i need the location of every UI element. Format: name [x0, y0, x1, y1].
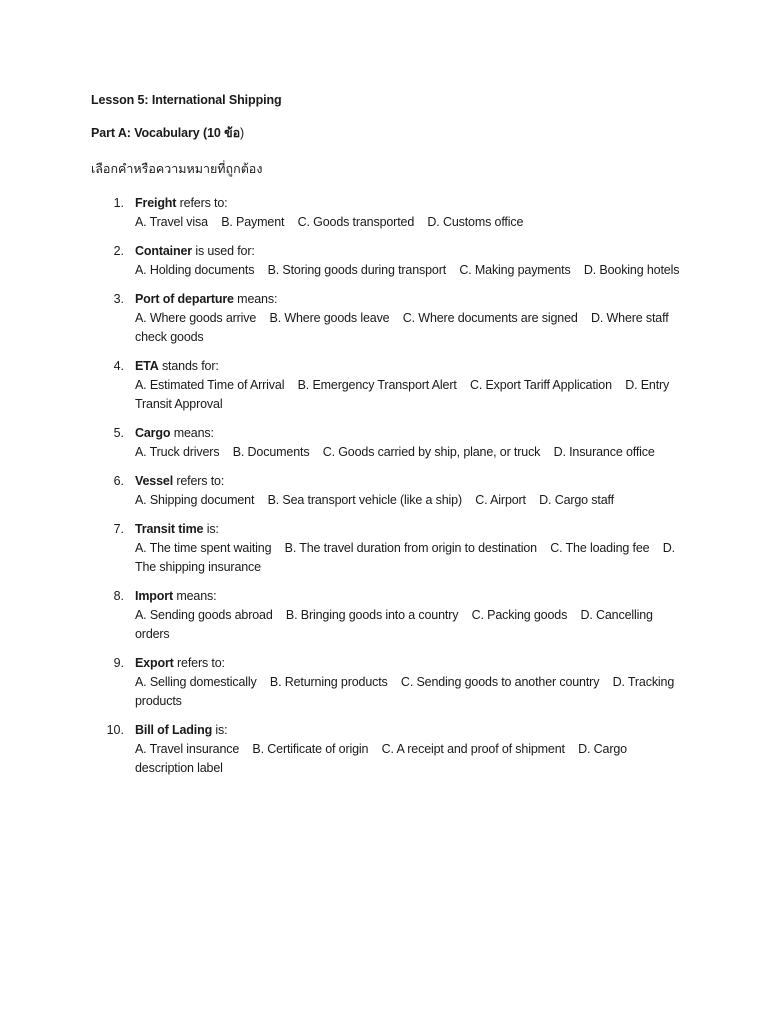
- question-term: Vessel: [135, 474, 174, 488]
- question-item: [0, 194, 768, 232]
- question-number: 9.: [113, 656, 124, 670]
- question-options: A. Sending goods abroad B. Bringing goods into a country C. Packing goods D. Cancelling orders: [135, 608, 657, 641]
- question-options: A. Shipping document B. Sea transport vehicle (like a ship) C. Airport D. Cargo staff: [135, 493, 614, 507]
- question-item: [0, 472, 768, 510]
- question-body: [135, 242, 680, 280]
- question-term: Export: [135, 656, 174, 670]
- question-prompt: refers to:: [173, 656, 225, 670]
- question-term: Container: [135, 244, 192, 258]
- lesson-title: Lesson 5: International Shipping: [91, 93, 282, 107]
- question-term: ETA: [135, 359, 159, 373]
- question-list: [0, 194, 768, 788]
- question-options: A. Selling domestically B. Returning products C. Sending goods to another country D. Tracking products: [135, 675, 678, 708]
- question-prompt: is:: [203, 522, 219, 536]
- question-body: [135, 520, 680, 577]
- question-term: Transit time: [135, 522, 204, 536]
- question-item: [0, 587, 768, 644]
- question-number: 5.: [113, 426, 124, 440]
- question-item: [0, 520, 768, 577]
- question-number: 8.: [113, 589, 124, 603]
- question-number: 10.: [106, 723, 124, 737]
- question-item: [0, 357, 768, 414]
- question-prompt: means:: [170, 426, 214, 440]
- question-number: 1.: [113, 196, 124, 210]
- part-close-paren: ): [240, 126, 245, 140]
- question-prompt: stands for:: [158, 359, 219, 373]
- question-body: [135, 424, 680, 462]
- question-term: Bill of Lading: [135, 723, 213, 737]
- question-prompt: is used for:: [192, 244, 255, 258]
- instruction-text: เลือกคำหรือความหมายที่ถูกต้อง: [91, 162, 263, 176]
- question-body: [135, 290, 680, 347]
- question-number: 7.: [113, 522, 124, 536]
- question-prompt: means:: [173, 589, 217, 603]
- question-options: A. Travel visa B. Payment C. Goods transported D. Customs office: [135, 215, 524, 229]
- question-options: A. Holding documents B. Storing goods during transport C. Making payments D. Booking hotels: [135, 263, 680, 277]
- question-term: Freight: [135, 196, 177, 210]
- part-label: Part A: Vocabulary (10: [91, 126, 225, 140]
- question-body: [135, 357, 680, 414]
- question-options: A. Where goods arrive B. Where goods leave C. Where documents are signed D. Where staff check goods: [135, 311, 672, 344]
- question-prompt: refers to:: [173, 474, 225, 488]
- part-count-suffix: ข้อ: [224, 126, 241, 140]
- question-term: Port of departure: [135, 292, 234, 306]
- question-body: [135, 194, 680, 232]
- question-body: [135, 654, 680, 711]
- question-prompt: is:: [212, 723, 228, 737]
- part-title: [91, 123, 244, 143]
- question-prompt: refers to:: [176, 196, 228, 210]
- question-item: [0, 721, 768, 778]
- question-item: [0, 654, 768, 711]
- question-options: A. Truck drivers B. Documents C. Goods carried by ship, plane, or truck D. Insurance office: [135, 445, 655, 459]
- question-number: 4.: [113, 359, 124, 373]
- question-body: [135, 721, 680, 778]
- question-item: [0, 424, 768, 462]
- question-number: 2.: [113, 244, 124, 258]
- question-term: Import: [135, 589, 173, 603]
- question-body: [135, 472, 680, 510]
- question-item: [0, 290, 768, 347]
- question-body: [135, 587, 680, 644]
- question-options: A. Travel insurance B. Certificate of origin C. A receipt and proof of shipment D. Cargo description label: [135, 742, 631, 775]
- question-prompt: means:: [233, 292, 278, 306]
- question-options: A. The time spent waiting B. The travel duration from origin to destination C. The loading fee D. The shipping insurance: [135, 541, 679, 574]
- question-options: A. Estimated Time of Arrival B. Emergency Transport Alert C. Export Tariff Application D. Entry Transit Approval: [135, 378, 673, 411]
- question-term: Cargo: [135, 426, 171, 440]
- question-number: 3.: [113, 292, 124, 306]
- question-number: 6.: [113, 474, 124, 488]
- question-item: [0, 242, 768, 280]
